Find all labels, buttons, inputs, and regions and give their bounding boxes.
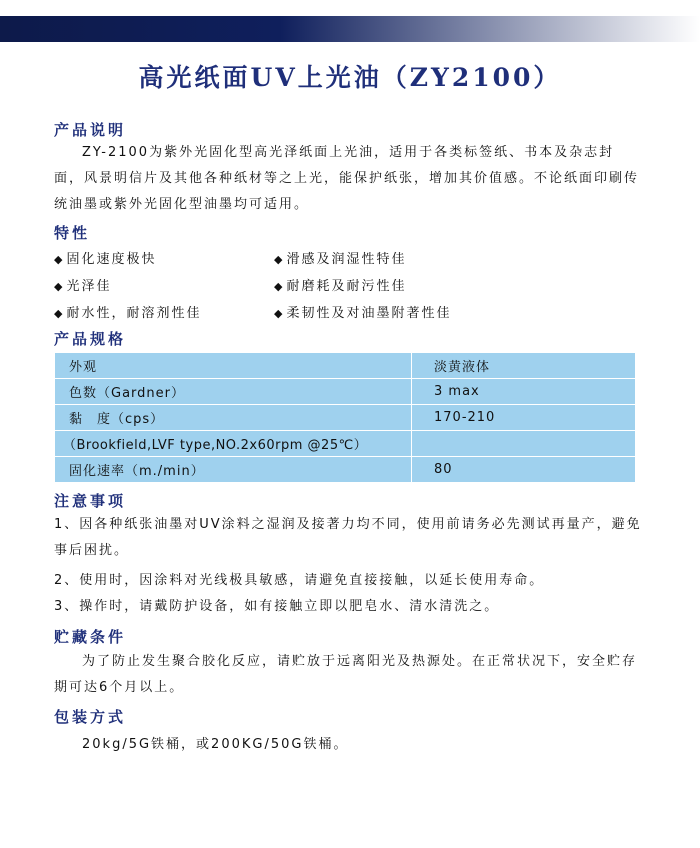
feature-text: 光泽佳	[66, 279, 112, 294]
notes-heading: 注意事项	[54, 492, 127, 510]
features-heading: 特性	[54, 224, 91, 242]
diamond-bullet-icon: ◆	[54, 280, 65, 293]
table-row	[55, 431, 636, 457]
description-text: ZY-2100为紫外光固化型高光泽纸面上光油，适用于各类标签纸、书本及杂志封面，风景明信片及其他各种纸材等之上光，能保护纸张，增加其价值感。不论纸面印刷传统油墨或紫外光固化型油墨均可适用。	[54, 145, 640, 212]
spec-name: 黏 度（cps）	[55, 405, 412, 431]
table-row	[55, 379, 636, 405]
specs-heading: 产品规格	[54, 330, 127, 348]
note-item: 1、因各种纸张油墨对UV涂料之湿润及接著力均不同，使用前请务必先测试再量产，避免事后困扰。	[54, 517, 642, 558]
description-heading: 产品说明	[54, 121, 127, 139]
packaging-text: 20kg/5G铁桶，或200KG/50G铁桶。	[82, 737, 349, 752]
storage-heading: 贮藏条件	[54, 628, 127, 646]
diamond-bullet-icon: ◆	[274, 253, 285, 266]
storage-text: 为了防止发生聚合胶化反应，请贮放于远离阳光及热源处。在正常状况下，安全贮存期可达6个月以上。	[54, 654, 638, 695]
feature-item	[274, 248, 406, 267]
spec-value: 170-210	[412, 405, 636, 431]
feature-text: 滑感及润湿性特佳	[286, 252, 407, 267]
diamond-bullet-icon: ◆	[274, 307, 285, 320]
spec-name: 色数（Gardner）	[55, 379, 412, 405]
diamond-bullet-icon: ◆	[54, 253, 65, 266]
feature-text: 固化速度极快	[66, 252, 157, 267]
feature-text: 耐磨耗及耐污性佳	[286, 279, 407, 294]
packaging-heading: 包装方式	[54, 708, 127, 726]
feature-text: 耐水性，耐溶剂性佳	[66, 306, 202, 321]
page-title: 高光纸面UV上光油（ZY2100）	[138, 63, 562, 92]
spec-table	[54, 352, 636, 483]
feature-item	[54, 275, 111, 294]
feature-text: 柔韧性及对油墨附著性佳	[286, 306, 452, 321]
table-row	[55, 405, 636, 431]
feature-item	[54, 302, 201, 321]
spec-value	[412, 431, 636, 457]
spec-value: 3 max	[412, 379, 636, 405]
spec-name: 外观	[55, 353, 412, 379]
feature-item	[274, 275, 406, 294]
spec-value: 淡黄液体	[412, 353, 636, 379]
diamond-bullet-icon: ◆	[274, 280, 285, 293]
diamond-bullet-icon: ◆	[54, 307, 65, 320]
spec-value: 80	[412, 457, 636, 483]
feature-item	[54, 248, 156, 267]
note-item: 3、操作时，请戴防护设备，如有接触立即以肥皂水、清水清洗之。	[54, 599, 500, 614]
table-row	[55, 353, 636, 379]
spec-name: （Brookfield,LVF type,NO.2x60rpm @25℃）	[55, 431, 412, 457]
spec-name: 固化速率（m./min）	[55, 457, 412, 483]
table-row	[55, 457, 636, 483]
header-bar	[0, 16, 700, 42]
note-item: 2、使用时，因涂料对光线极具敏感，请避免直接接触，以延长使用寿命。	[54, 573, 545, 588]
feature-item	[274, 302, 451, 321]
